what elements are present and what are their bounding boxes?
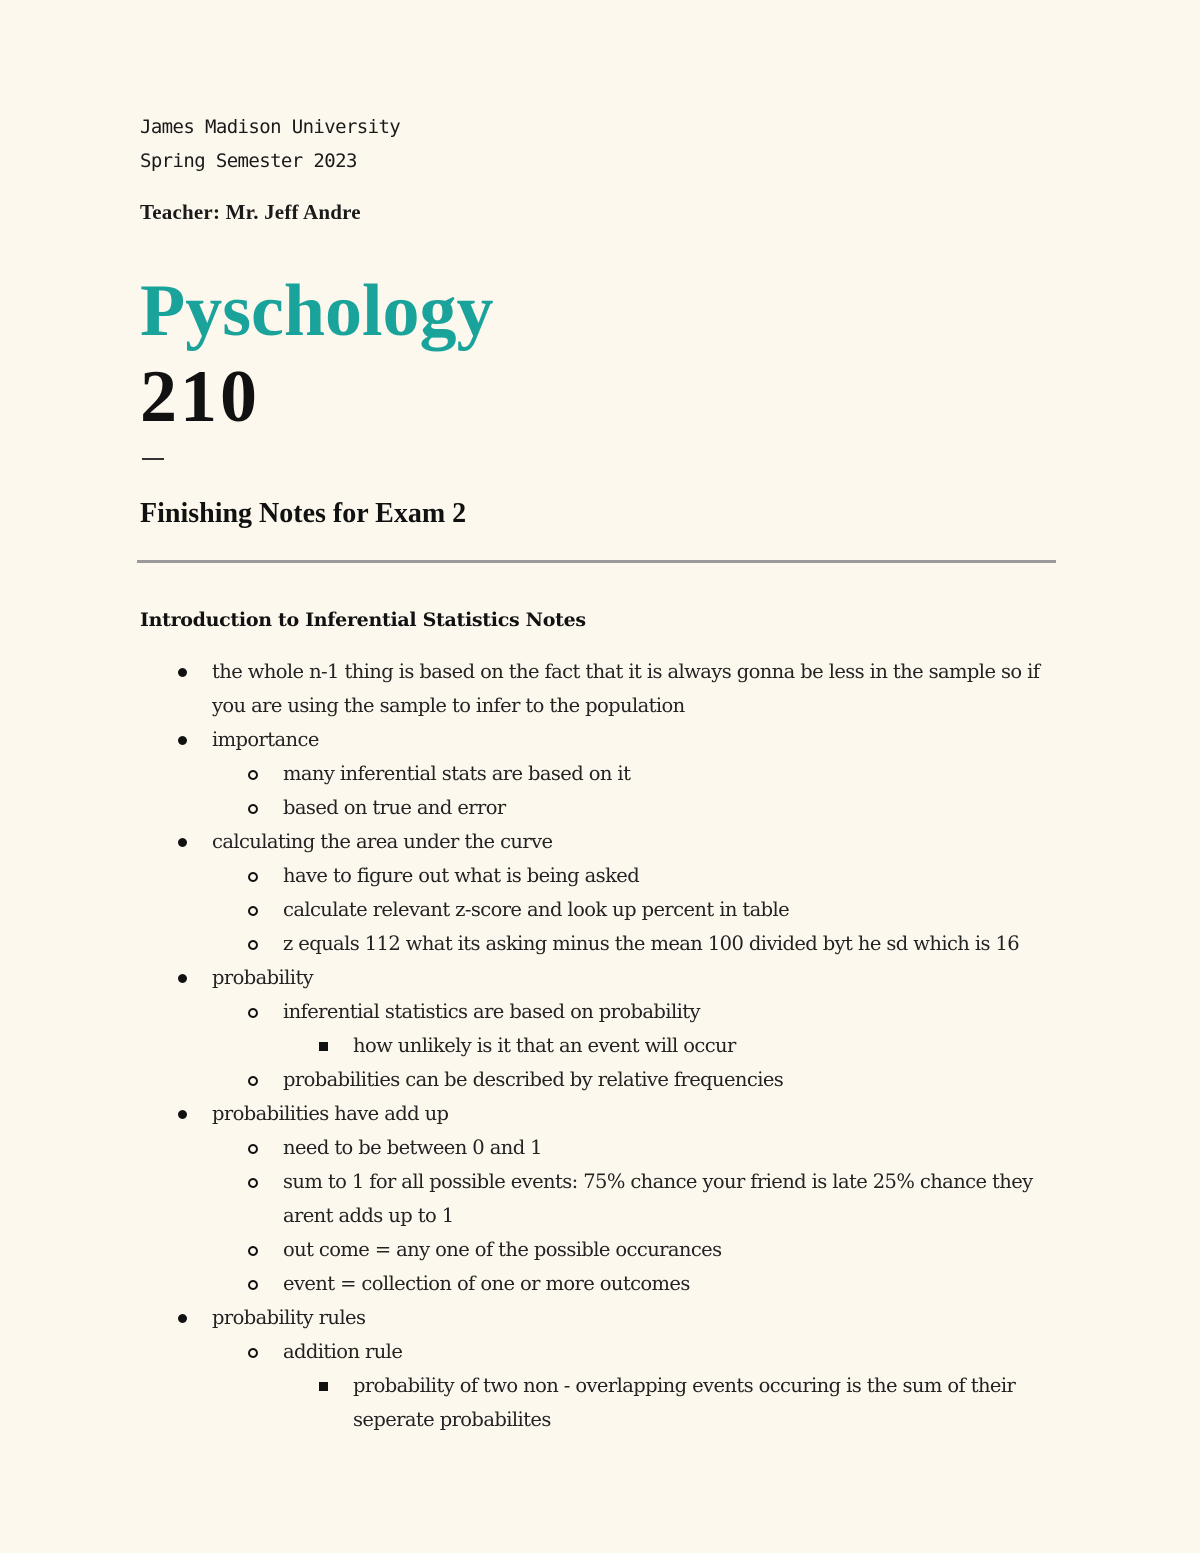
bullet-circle-icon — [248, 906, 258, 916]
title-dash — [142, 458, 164, 460]
list-item-text: importance — [212, 728, 319, 751]
bullet-circle-icon — [248, 1246, 258, 1256]
bullet-circle-icon — [248, 1076, 258, 1086]
list-item-text: probability — [212, 966, 314, 989]
bullet-square-icon — [319, 1042, 328, 1051]
bullet-disc-icon — [178, 1110, 187, 1119]
bullet-circle-icon — [248, 1008, 258, 1018]
semester-label: Spring Semester 2023 — [140, 150, 357, 172]
bullet-circle-icon — [248, 872, 258, 882]
horizontal-rule — [137, 560, 1056, 563]
list-item-text: probabilities have add up — [212, 1102, 449, 1125]
bullet-circle-icon — [248, 940, 258, 950]
list-item — [0, 893, 1200, 927]
list-item — [0, 1233, 1200, 1267]
list-item — [0, 1131, 1200, 1165]
bullet-circle-icon — [248, 1280, 258, 1290]
list-item — [0, 1267, 1200, 1301]
bullet-circle-icon — [248, 804, 258, 814]
list-item-text: out come = any one of the possible occurances — [283, 1238, 722, 1261]
bullet-disc-icon — [178, 974, 187, 983]
bullet-disc-icon — [178, 1314, 187, 1323]
list-item-text: many inferential stats are based on it — [283, 762, 631, 785]
list-item-text: the whole n-1 thing is based on the fact that it is always gonna be less in the sample so if you are using the sample to infer to the population — [212, 660, 1040, 717]
list-item-text: calculating the area under the curve — [212, 830, 553, 853]
list-item-text: addition rule — [283, 1340, 403, 1363]
list-item — [0, 1165, 1200, 1233]
list-item-text: probability of two non - overlapping events occuring is the sum of their seperate probabilites — [353, 1374, 1016, 1431]
list-item-text: sum to 1 for all possible events: 75% chance your friend is late 25% chance they arent adds up to 1 — [283, 1170, 1033, 1227]
list-item — [0, 1029, 1200, 1063]
list-item — [0, 859, 1200, 893]
list-item-text: have to figure out what is being asked — [283, 864, 640, 887]
course-title: Pyschology — [140, 270, 494, 352]
list-item — [0, 791, 1200, 825]
list-item — [0, 1097, 1200, 1131]
list-item — [0, 1335, 1200, 1369]
list-item — [0, 1063, 1200, 1097]
teacher-label: Teacher: Mr. Jeff Andre — [140, 200, 361, 224]
bullet-circle-icon — [248, 1178, 258, 1188]
list-item-text: how unlikely is it that an event will occur — [353, 1034, 736, 1057]
list-item — [0, 723, 1200, 757]
list-item — [0, 757, 1200, 791]
document-subtitle: Finishing Notes for Exam 2 — [140, 498, 467, 529]
notes-list — [0, 655, 1200, 1437]
list-item-text: probabilities can be described by relative frequencies — [283, 1068, 784, 1091]
list-item — [0, 655, 1200, 723]
list-item — [0, 1369, 1200, 1437]
list-item-text: inferential statistics are based on probability — [283, 1000, 700, 1023]
bullet-circle-icon — [248, 1348, 258, 1358]
list-item — [0, 995, 1200, 1029]
list-item-text: probability rules — [212, 1306, 366, 1329]
bullet-disc-icon — [178, 838, 187, 847]
list-item — [0, 825, 1200, 859]
bullet-square-icon — [319, 1382, 328, 1391]
bullet-circle-icon — [248, 1144, 258, 1154]
list-item-text: z equals 112 what its asking minus the mean 100 divided byt he sd which is 16 — [283, 932, 1020, 955]
list-item — [0, 961, 1200, 995]
list-item-text: calculate relevant z-score and look up percent in table — [283, 898, 790, 921]
course-number: 210 — [140, 356, 260, 438]
list-item — [0, 927, 1200, 961]
list-item-text: based on true and error — [283, 796, 506, 819]
list-item — [0, 1301, 1200, 1335]
section-heading: Introduction to Inferential Statistics Notes — [140, 609, 586, 631]
bullet-disc-icon — [178, 668, 187, 677]
bullet-circle-icon — [248, 770, 258, 780]
list-item-text: event = collection of one or more outcomes — [283, 1272, 690, 1295]
list-item-text: need to be between 0 and 1 — [283, 1136, 542, 1159]
university-name: James Madison University — [140, 116, 401, 138]
bullet-disc-icon — [178, 736, 187, 745]
